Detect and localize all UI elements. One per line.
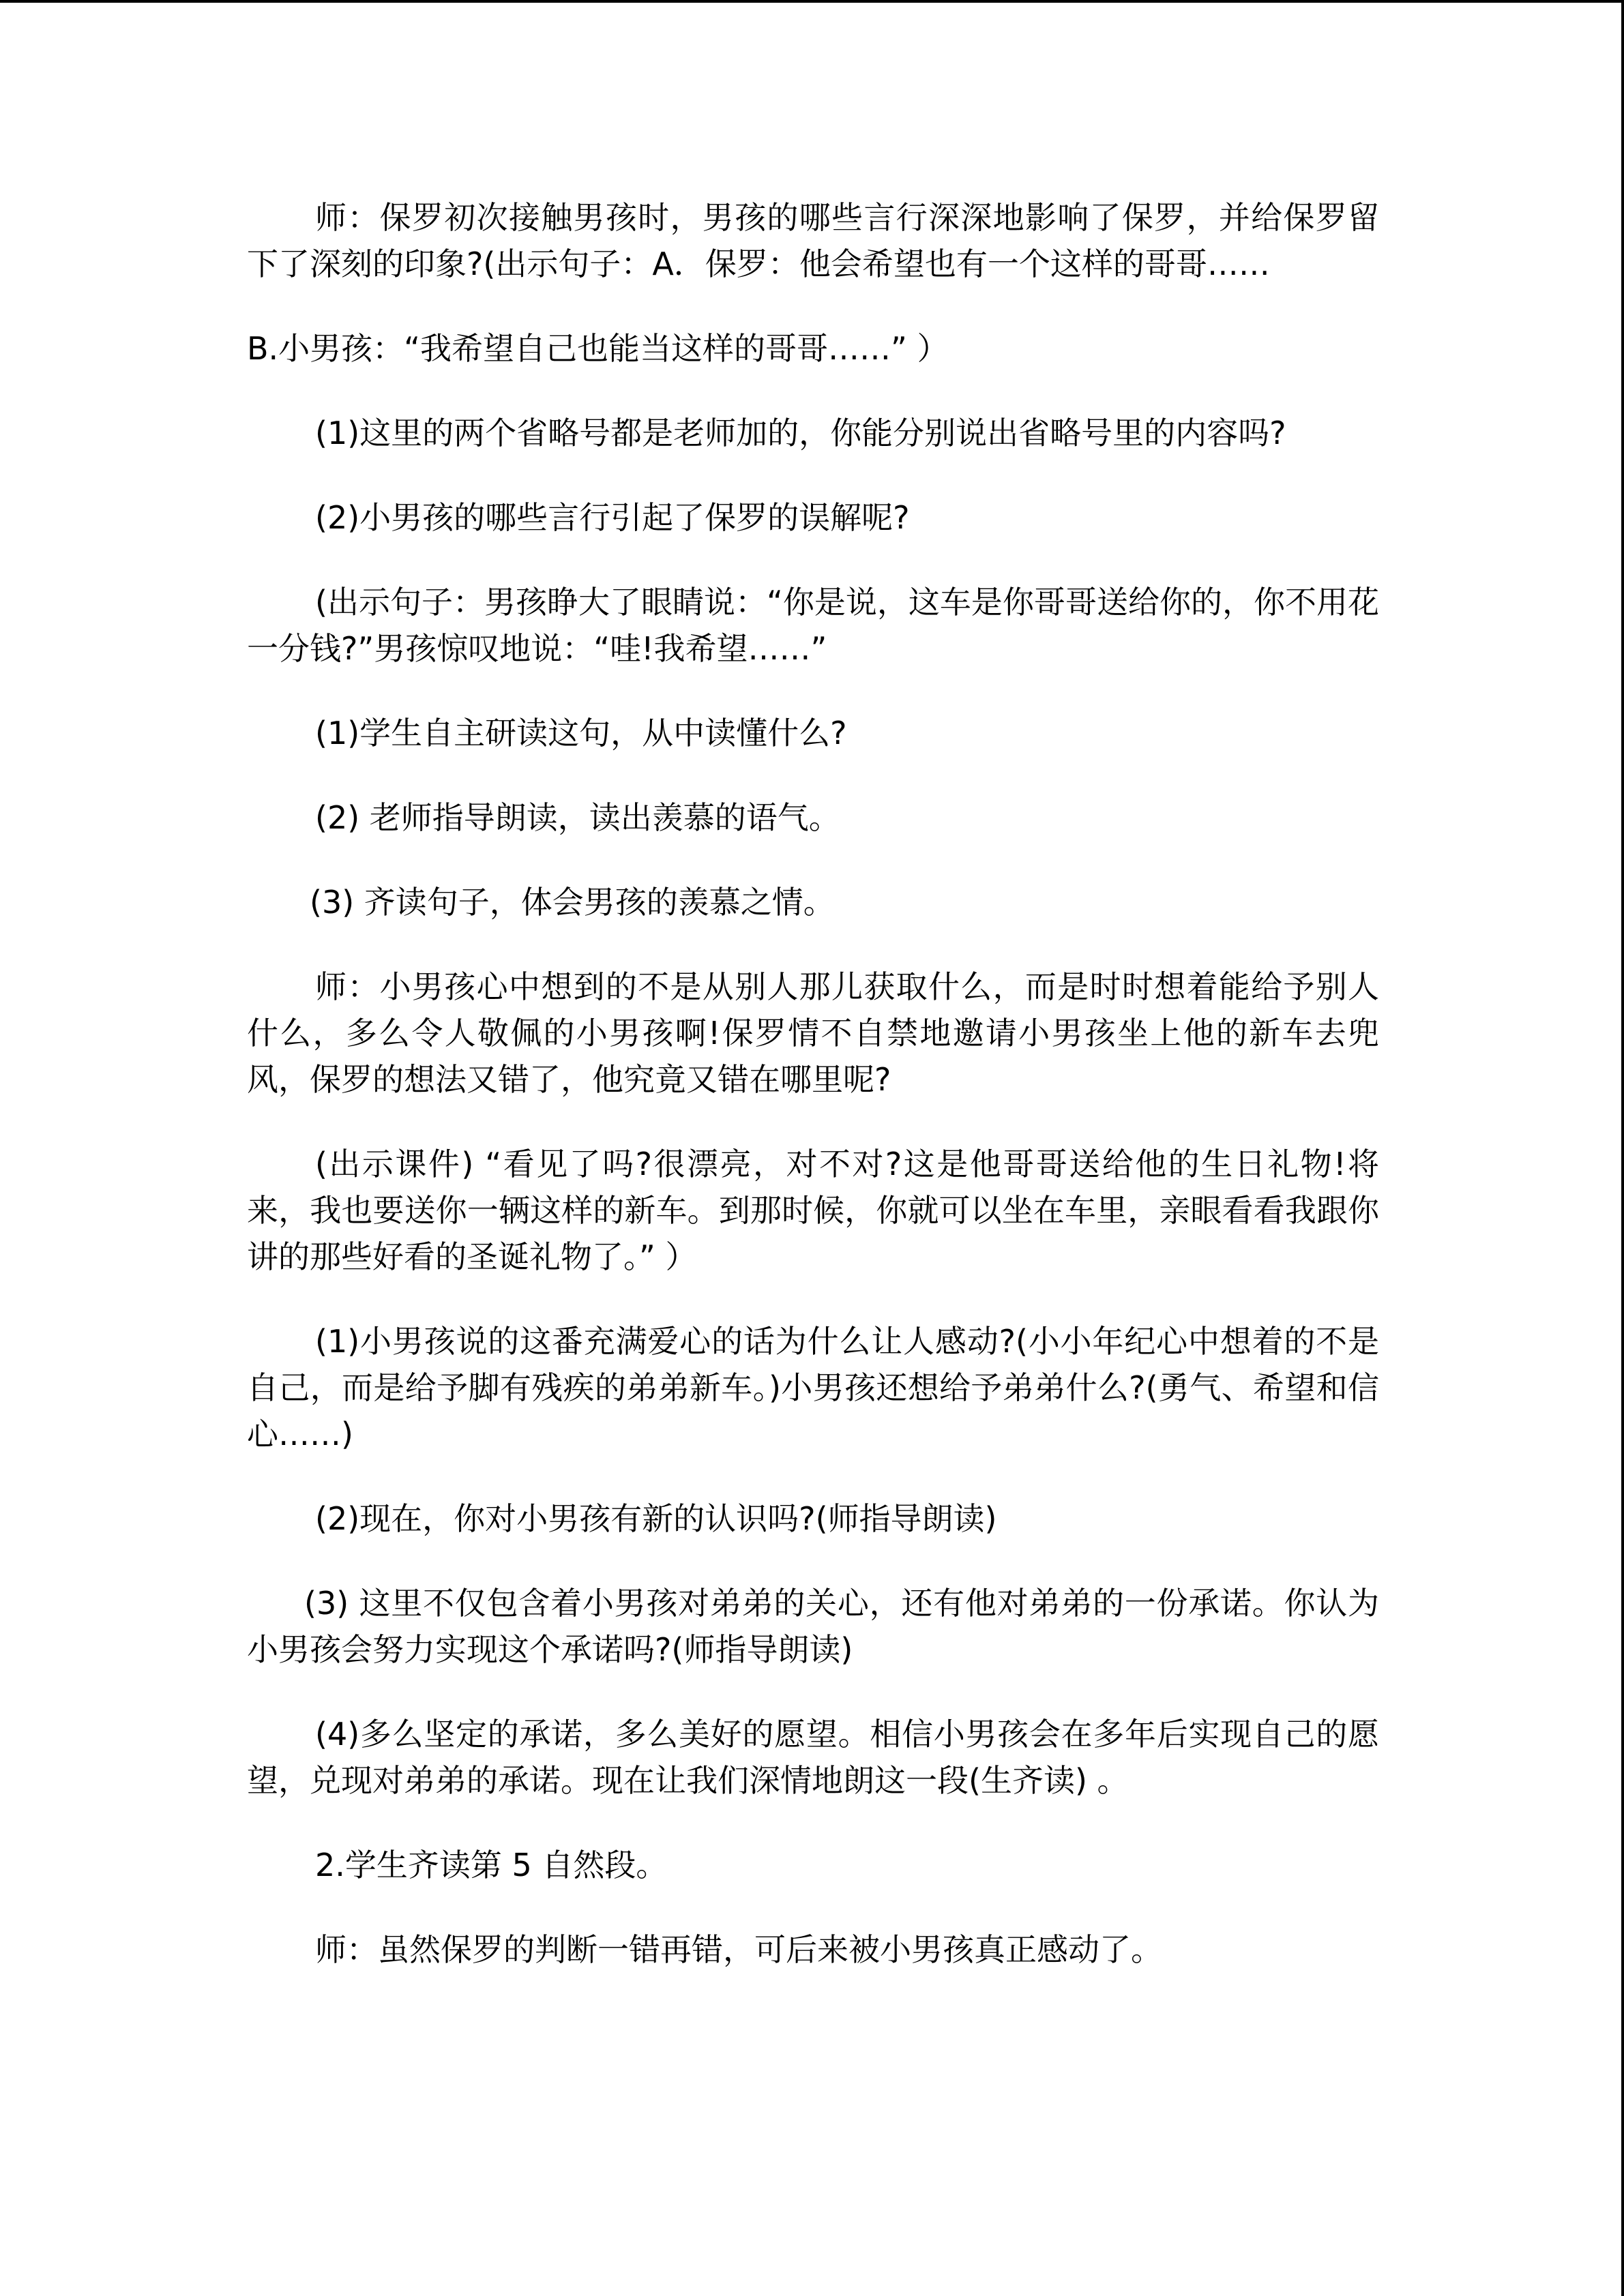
document-body: [247, 194, 1379, 1973]
paragraph-item-1-ellipsis: (1)这里的两个省略号都是老师加的，你能分别说出省略号里的内容吗?: [315, 415, 1286, 451]
paragraph-teacher-conclusion: 师：虽然保罗的判断一错再错，可后来被小男孩真正感动了。: [315, 1931, 1162, 1968]
paragraph-item-3-group-reading: (3) 齐读句子，体会男孩的羡慕之情。: [310, 884, 835, 921]
page-border-top: [0, 0, 1624, 3]
paragraph-item-2-guided-reading: (2) 老师指导朗读，读出羡慕的语气。: [315, 799, 840, 836]
paragraph-item-2-misunderstanding: (2)小男孩的哪些言行引起了保罗的误解呢?: [315, 499, 910, 536]
paragraph-show-courseware: (出示课件) “看见了吗?很漂亮，对不对?这是他哥哥送给他的生日礼物!将来，我也要送你一辆这样的新车。到那时候，你就可以坐在车里，亲眼看看我跟你讲的那些好看的圣诞礼物了。” ）: [247, 1146, 1379, 1275]
page-border-right: [1621, 0, 1624, 2296]
paragraph-quote-b: B.小男孩：“我希望自己也能当这样的哥哥……” ）: [247, 330, 949, 367]
paragraph-show-sentence: (出示句子：男孩睁大了眼睛说：“你是说，这车是你哥哥送给你的，你不用花一分钱?”男孩惊叹地说：“哇!我希望……”: [247, 584, 1379, 667]
paragraph-teacher-admiration: 师：小男孩心中想到的不是从别人那儿获取什么，而是时时想着能给予别人什么，多么令人敬佩的小男孩啊!保罗情不自禁地邀请小男孩坐上他的新车去兜风，保罗的想法又错了，他究竟又错在哪里呢?: [247, 968, 1379, 1098]
paragraph-item-1-self-study: (1)学生自主研读这句，从中读懂什么?: [315, 715, 847, 751]
paragraph-item-4-wish: (4)多么坚定的承诺，多么美好的愿望。相信小男孩会在多年后实现自己的愿望，兑现对弟弟的承诺。现在让我们深情地朗这一段(生齐读) 。: [247, 1716, 1379, 1799]
paragraph-teacher-question: 师：保罗初次接触男孩时，男孩的哪些言行深深地影响了保罗，并给保罗留下了深刻的印象?(出示句子：A．保罗：他会希望也有一个这样的哥哥……: [247, 199, 1379, 282]
paragraph-item-2-new-understanding: (2)现在，你对小男孩有新的认识吗?(师指导朗读): [315, 1500, 997, 1537]
paragraph-step-2: 2.学生齐读第 5 自然段。: [315, 1847, 668, 1883]
paragraph-item-3-promise: (3) 这里不仅包含着小男孩对弟弟的关心，还有他对弟弟的一份承诺。你认为小男孩会努力实现这个承诺吗?(师指导朗读): [247, 1585, 1379, 1668]
paragraph-item-1-touching: (1)小男孩说的这番充满爱心的话为什么让人感动?(小小年纪心中想着的不是自己，而是给予脚有残疾的弟弟新车。)小男孩还想给予弟弟什么?(勇气、希望和信心……): [247, 1323, 1379, 1452]
